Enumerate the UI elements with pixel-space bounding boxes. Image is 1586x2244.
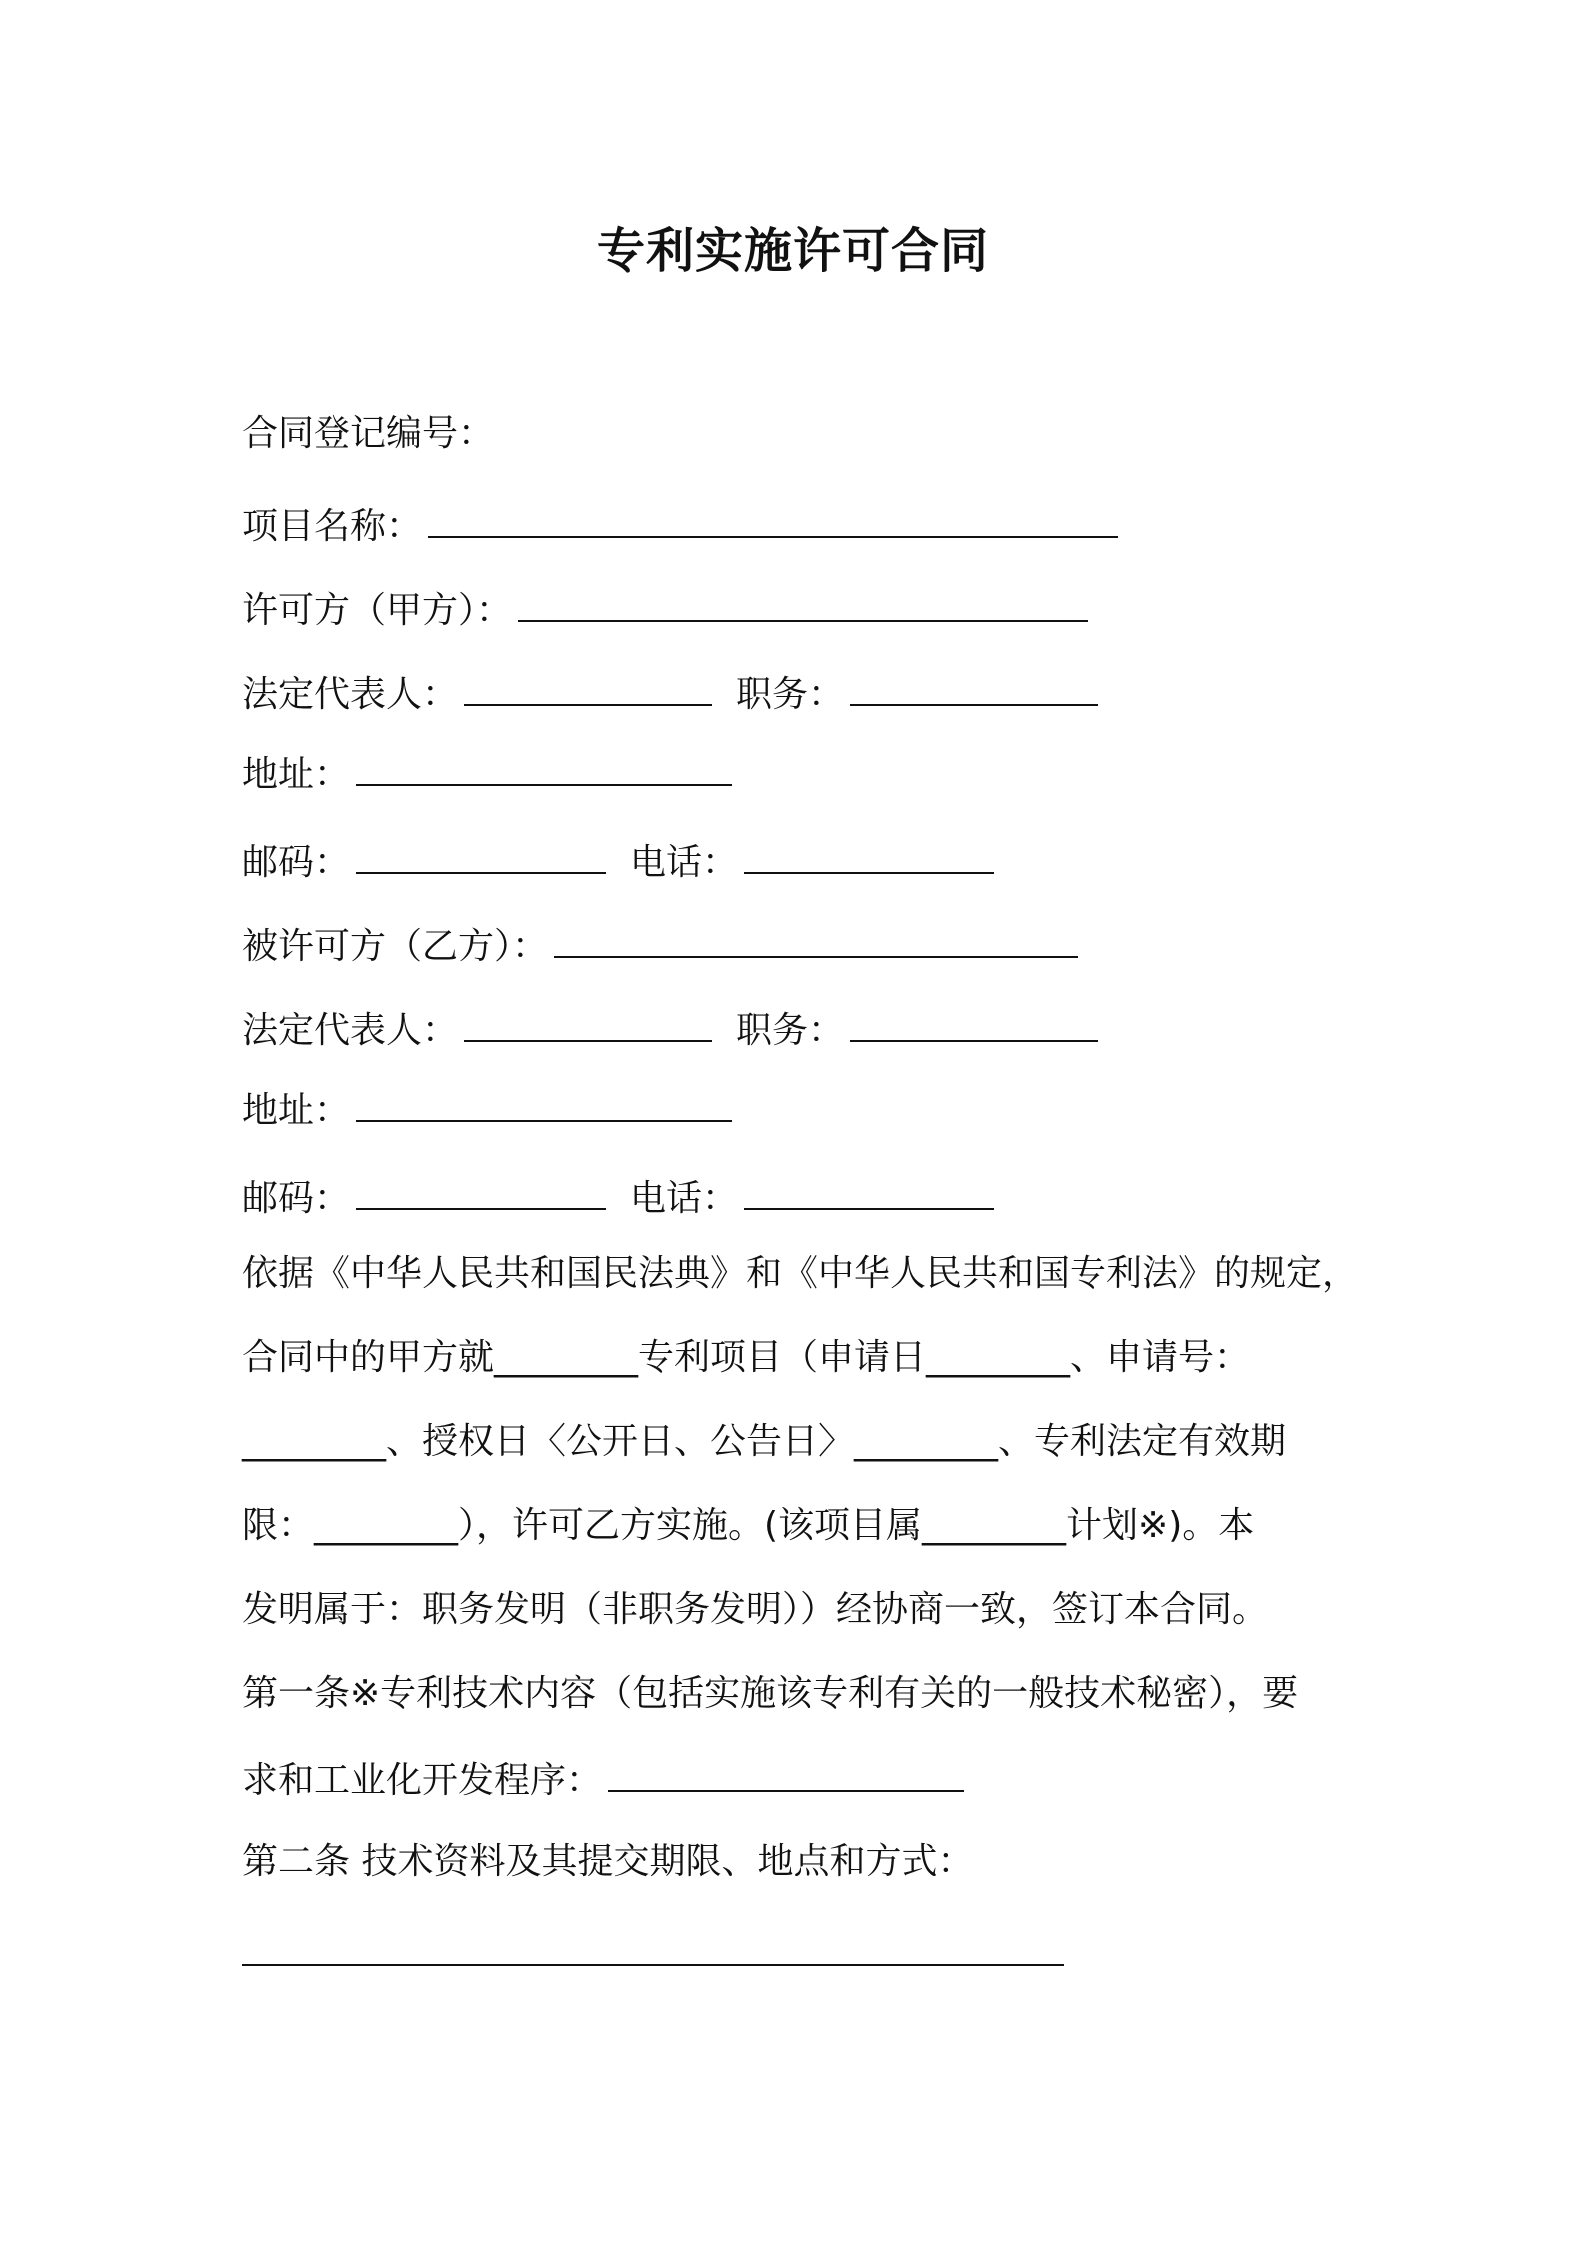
- postcode-label: 邮码：: [242, 1178, 351, 1219]
- licensor-blank[interactable]: [518, 586, 1088, 622]
- address-blank[interactable]: [356, 750, 732, 786]
- position-blank[interactable]: [850, 670, 1098, 706]
- phone-blank[interactable]: [744, 1174, 994, 1210]
- development-program-blank[interactable]: [608, 1756, 964, 1792]
- address-label: 地址：: [242, 754, 351, 795]
- article-1-line-2: [242, 1756, 964, 1803]
- paragraph-line: 发明属于：职务发明（非职务发明））经协商一致，签订本合同。: [242, 1589, 1269, 1630]
- licensor-line: [242, 586, 1088, 633]
- paragraph-line: 合同中的甲方就________专利项目（申请日________、申请号：: [242, 1337, 1251, 1378]
- postcode-blank[interactable]: [356, 838, 606, 874]
- licensee-line: [242, 922, 1078, 969]
- position-label: 职务：: [736, 674, 845, 715]
- project-name-blank[interactable]: [428, 502, 1118, 538]
- legal-representative-label: 法定代表人：: [242, 1010, 459, 1051]
- legal-representative-blank[interactable]: [464, 1006, 712, 1042]
- technical-materials-blank[interactable]: [242, 1930, 1064, 1966]
- article-2-line: 第二条 技术资料及其提交期限、地点和方式：: [242, 1841, 974, 1882]
- position-blank[interactable]: [850, 1006, 1098, 1042]
- article-1-line: 第一条※专利技术内容（包括实施该专利有关的一般技术秘密），要: [242, 1673, 1299, 1714]
- licensor-contact-line: [242, 838, 994, 885]
- registration-number-line: [242, 412, 494, 456]
- legal-representative-label: 法定代表人：: [242, 674, 459, 715]
- phone-blank[interactable]: [744, 838, 994, 874]
- postcode-blank[interactable]: [356, 1174, 606, 1210]
- position-label: 职务：: [736, 1010, 845, 1051]
- licensor-representative-line: [242, 670, 1098, 717]
- project-name-line: [242, 502, 1118, 549]
- paragraph-line: ________、授权日〈公开日、公告日〉________、专利法定有效期: [242, 1421, 1287, 1462]
- address-label: 地址：: [242, 1090, 351, 1131]
- paragraph-line: 依据《中华人民共和国民法典》和《中华人民共和国专利法》的规定，: [242, 1253, 1359, 1294]
- article-1-label: 求和工业化开发程序：: [242, 1760, 603, 1801]
- licensee-address-line: [242, 1086, 732, 1133]
- project-name-label: 项目名称：: [242, 506, 423, 547]
- licensee-label: 被许可方（乙方）：: [242, 926, 549, 967]
- licensee-blank[interactable]: [554, 922, 1078, 958]
- phone-label: 电话：: [630, 842, 739, 883]
- article-2-blank-line: [242, 1930, 1064, 1977]
- licensee-contact-line: [242, 1174, 994, 1221]
- licensor-address-line: [242, 750, 732, 797]
- registration-number-label: 合同登记编号：: [242, 413, 495, 454]
- address-blank[interactable]: [356, 1086, 732, 1122]
- licensee-representative-line: [242, 1006, 1098, 1053]
- phone-label: 电话：: [630, 1178, 739, 1219]
- licensor-label: 许可方（甲方）：: [242, 590, 513, 631]
- postcode-label: 邮码：: [242, 842, 351, 883]
- paragraph-line: 限：________），许可乙方实施。(该项目属________计划※)。本: [242, 1505, 1255, 1546]
- document-title: 专利实施许可合同: [596, 223, 989, 279]
- legal-representative-blank[interactable]: [464, 670, 712, 706]
